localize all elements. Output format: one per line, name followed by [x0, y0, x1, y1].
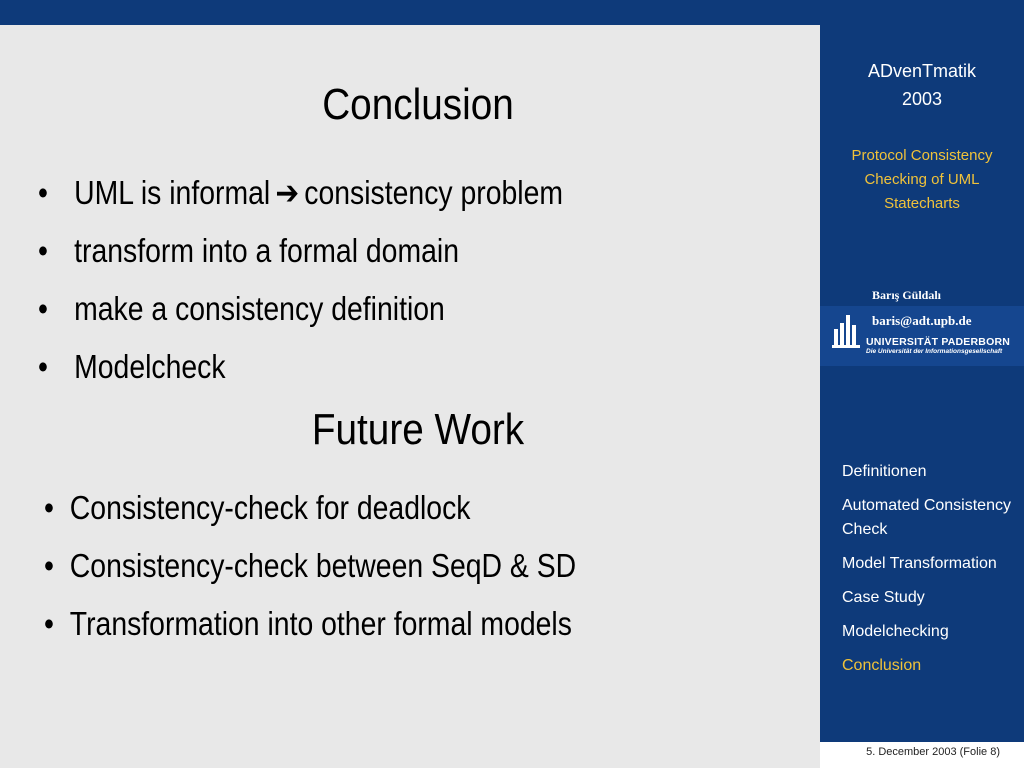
right-arrow-icon: ➔: [275, 174, 300, 211]
bullet: •: [44, 489, 54, 526]
conclusion-heading: Conclusion: [322, 80, 514, 129]
future-work-item-text: Consistency-check between SeqD & SD: [69, 547, 577, 584]
future-work-item: [44, 537, 576, 595]
author-email[interactable]: baris@adt.upb.de: [872, 313, 972, 328]
nav-item-conclusion[interactable]: Conclusion: [842, 657, 922, 674]
nav-item-modelchecking[interactable]: Modelchecking: [842, 623, 949, 640]
future-work-item: [44, 595, 576, 653]
conclusion-item: [38, 280, 563, 338]
bullet: •: [44, 605, 54, 642]
university-tagline: Die Universität der Informationsgesellschaft: [866, 348, 1003, 355]
conclusion-item-text: transform into a formal domain: [74, 232, 459, 269]
author-name: Barış Güldalı: [872, 288, 942, 302]
conclusion-item: [38, 164, 563, 222]
conclusion-item-text: Modelcheck: [74, 348, 226, 385]
conclusion-list: [38, 164, 648, 396]
nav-item-automated-consistency-check[interactable]: Automated Consistency Check: [842, 497, 1011, 538]
conclusion-item: [38, 338, 563, 396]
future-work-item-text: Consistency-check for deadlock: [69, 489, 471, 526]
nav-item-case-study[interactable]: Case Study: [842, 589, 925, 606]
conclusion-item-text: UML is informal: [74, 174, 271, 211]
conference-name: ADvenTmatik: [867, 61, 977, 81]
talk-title: Protocol Consistency Checking of UML Statecharts: [851, 147, 993, 212]
section-nav: [842, 460, 1012, 688]
bullet: •: [38, 174, 48, 211]
conclusion-item-text-after: consistency problem: [304, 174, 564, 211]
footer-date-slide: 5. December 2003 (Folie 8): [866, 746, 1000, 758]
future-work-heading: Future Work: [311, 405, 525, 454]
bullet: •: [38, 232, 48, 269]
nav-item-definitionen[interactable]: Definitionen: [842, 463, 927, 480]
future-work-item-text: Transformation into other formal models: [69, 605, 572, 642]
university-logo-icon: [832, 311, 862, 349]
conference-year: 2003: [901, 89, 943, 109]
bullet: •: [38, 290, 48, 327]
university-name: UNIVERSITÄT PADERBORN: [866, 336, 1011, 348]
conclusion-item: [38, 222, 563, 280]
bullet: •: [44, 547, 54, 584]
bullet: •: [38, 348, 48, 385]
future-work-list: [44, 479, 663, 653]
nav-item-model-transformation[interactable]: Model Transformation: [842, 555, 997, 572]
future-work-item: [44, 479, 576, 537]
top-bar: [0, 0, 820, 25]
conclusion-item-text: make a consistency definition: [74, 290, 445, 327]
footer: [820, 742, 1024, 768]
